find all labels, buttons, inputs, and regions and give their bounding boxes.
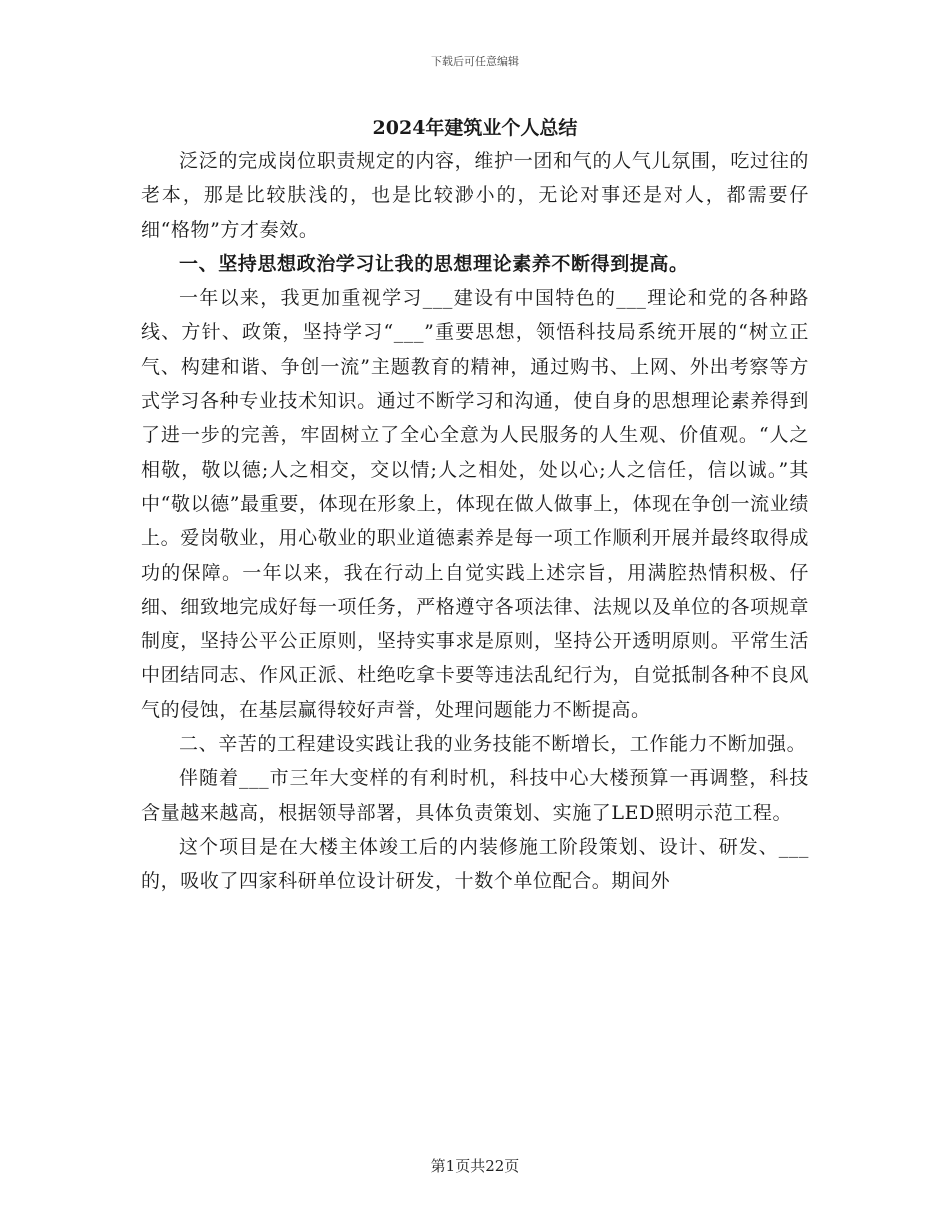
paragraph-project-detail: 这个项目是在大楼主体竣工后的内装修施工阶段策划、设计、研发、___的，吸收了四家科研单位设计研发，十数个单位配合。期间外: [141, 835, 809, 893]
section-heading-2: 二、辛苦的工程建设实践让我的业务技能不断增长，工作能力不断加强。: [179, 733, 807, 756]
paragraph-led-project: 伴随着___市三年大变样的有利时机，科技中心大楼预算一再调整，科技含量越来越高，根据领导部署，具体负责策划、实施了LED照明示范工程。: [141, 767, 809, 824]
header-note: 下载后可任意编辑: [431, 55, 519, 68]
page-number: 第1页共22页: [430, 1157, 520, 1175]
document-title: 2024年建筑业个人总结: [372, 117, 578, 139]
paragraph-study: 一年以来，我更加重视学习___建设有中国特色的___理论和党的各种路线、方针、政策，坚持学习“___”重要思想，领悟科技局系统开展的“树立正气、构建和谐、争创一流”主题教育的精神，通过购书、上网、外出考察等方式学习各种专业技术知识。通过不断学习和沟通，使自身的思想理论素养得到了进一步的完善，牢固树立了全心全意为人民服务的人生观、价值观。“人之相敬，敬以德;人之相交，交以情;人之相处，处以心;人之信任，信以诚。”其中“敬以德”最重要，体现在形象上，体现在做人做事上，体现在争创一流业绩上。爱岗敬业，用心敬业的职业道德素养是每一项工作顺利开展并最终取得成功的保障。一年以来，我在行动上自觉实践上述宗旨，用满腔热情积极、仔细、细致地完成好每一项任务，严格遵守各项法律、法规以及单位的各项规章制度，坚持公平公正原则，坚持实事求是原则，坚持公开透明原则。平常生活中团结同志、作风正派、杜绝吃拿卡要等违法乱纪行为，自觉抵制各种不良风气的侵蚀，在基层赢得较好声誉，处理问题能力不断提高。: [141, 287, 809, 721]
section-heading-1: 一、坚持思想政治学习让我的思想理论素养不断得到提高。: [179, 252, 689, 275]
paragraph-intro: 泛泛的完成岗位职责规定的内容，维护一团和气的人气儿氛围，吃过往的老本，那是比较肤浅的，也是比较渺小的，无论对事还是对人，都需要仔细“格物”方才奏效。: [141, 150, 809, 241]
document-body: [141, 112, 809, 899]
